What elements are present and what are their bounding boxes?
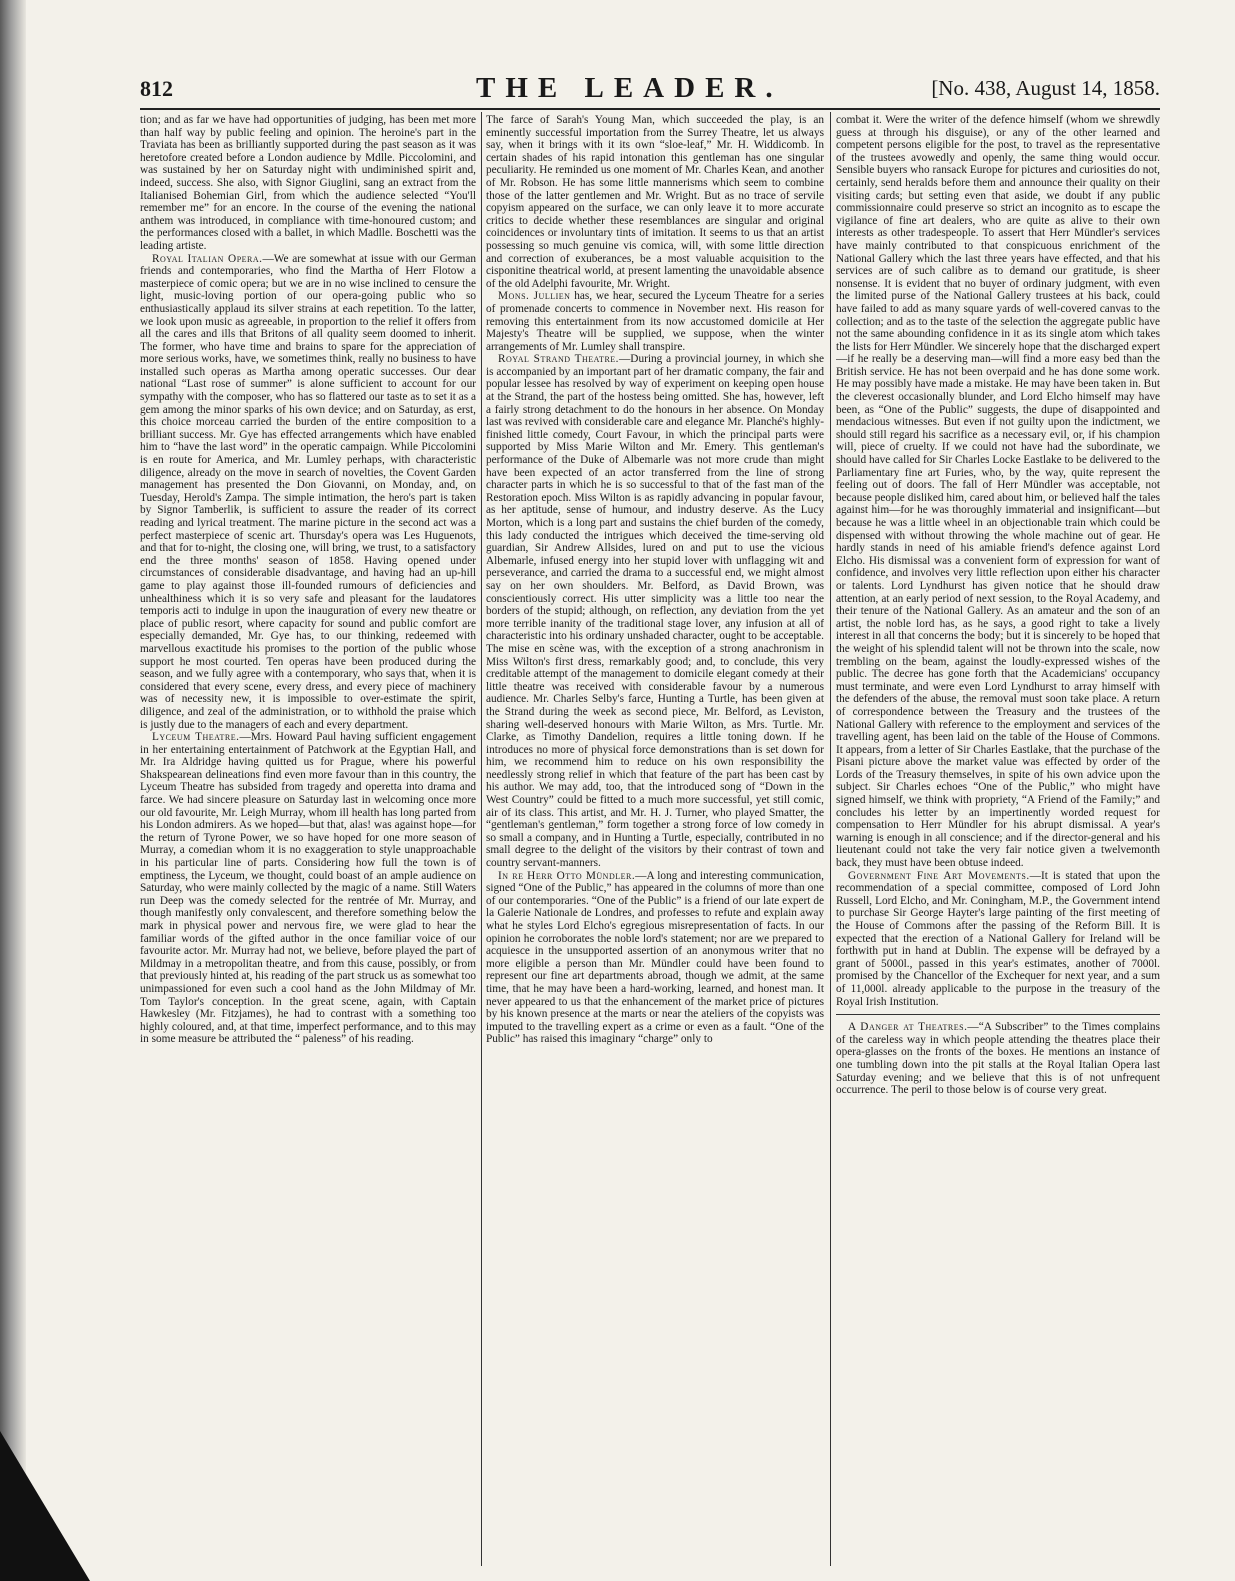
article-paragraph	[140, 114, 476, 253]
section-heading: In re Herr Otto Mündler.	[498, 869, 636, 882]
masthead-title: THE LEADER.	[476, 72, 783, 104]
article-paragraph	[140, 731, 476, 1046]
article-paragraph	[140, 253, 476, 732]
header-rule	[140, 108, 1160, 110]
paragraph-text: —“A Subscriber” to the Times complains of the careless way in which people attending the theatres place their opera-glasses on the fronts of the boxes. He mentions an instance of one tumbling down into the pit stalls at the Royal Italian Opera last Saturday evening; and we believe that this is of not unfrequent occurrence. The peril to those below is of course very great.	[836, 1021, 1160, 1097]
page-corner-shadow	[0, 1431, 90, 1581]
column-divider	[481, 112, 482, 1566]
section-heading: A Danger at Theatres.	[848, 1021, 968, 1034]
paragraph-text: The farce of Sarah's Young Man, which succeeded the play, is an eminently successful importation from the Surrey Theatre, let us always say, when it brings with it its own “sloe-leaf,” Mr. H. Widdicomb. In certain shades of his rapid intonation this gentleman has one singular peculiarity. He reminded us one moment of Mr. Charles Kean, and another of Mr. Robson. He has some little mannerisms which seem to combine those of the latter gentlemen and Mr. Wright. But as no trace of servile copyism appeared on the surface, we can only leave it to more accurate critics to decide whether these resemblances are singular and original coincidences or involuntary tints of imitation. It seems to us that an artist possessing so much genuine vis comica, will, with some little direction and correction of exuberances, be a most valuable acquisition to the cisponitine theatrical world, at present lamenting the unavoidable absence of the old Adelphi favourite, Mr. Wright.	[486, 114, 824, 290]
section-heading: Government Fine Art Movements.	[848, 869, 1030, 882]
column-2	[486, 114, 824, 1562]
section-rule	[836, 1014, 1160, 1015]
article-paragraph	[836, 114, 1160, 870]
article-paragraph	[836, 1021, 1160, 1097]
page-number: 812	[140, 76, 173, 101]
article-paragraph	[486, 870, 824, 1046]
column-divider	[830, 112, 831, 1566]
section-heading: Royal Strand Theatre.	[498, 353, 619, 366]
section-heading: Mons. Jullien	[498, 290, 571, 303]
paragraph-text: —We are somewhat at issue with our German friends and contemporaries, who find the Martha of Herr Flotow a masterpiece of comic opera; but we are in no wise inclined to censure the light, music-loving portion of our opera-going public who so enthusiastically applaud its silver strains at each repetition. To the latter, we look upon music as agreeable, in proportion to the relief it offers from all the cares and ills that Britons of all quality seem doomed to inherit. The former, who have time and brains to spare for the appreciation of more serious works, have, we sometimes think, really no business to have installed such operas as Martha among operatic successes. Our dear national “Last rose of summer” is alone sufficient to account for our sympathy with the composer, who has so flattered our taste as to set it as a gem among the minor sparks of his own device; and on Saturday, as erst, this choice morceau carried the burden of the entire composition to a brilliant success. Mr. Gye has effected arrangements which have enabled him to “have the last word” in the operatic campaign. While Piccolomini is en route for America, and Mr. Lumley perhaps, with characteristic diligence, already on the move in search of novelties, the Covent Garden management has presented the Don Giovanni, on Monday, and, on Tuesday, Herold's Zampa. The simple intimation, the hero's part is taken by Signor Tamberlik, is sufficient to assure the reader of its correct reading and lyrical treatment. The marine picture in the second act was a perfect masterpiece of scenic art. Thursday's opera was Les Huguenots, and that for to-night, the closing one, will bring, we trust, to a satisfactory end the three months' season of 1858. Having opened under circumstances of considerable disadvantage, and having had an up-hill game to play against those ill-founded rumours of deficiencies and unhealthiness which it is so very safe and pleasant for the laudatores temporis acti to indulge in upon the inauguration of every new theatre or place of public resort, where capacity for sound and public comfort are especially demanded, Mr. Gye has, to our thinking, redeemed with marvellous exactitude his promises to the portion of the public whose support he most courted. Ten operas have been produced during the season, and we fully agree with a contemporary, who says that, when it is considered that every scene, every dress, and every piece of machinery was of necessity new, it is impossible to over-estimate the spirit, diligence, and zeal of the administration, or to withhold the praise which is justly due to the managers of each and every department.	[140, 252, 476, 731]
paragraph-text: combat it. Were the writer of the defence himself (whom we shrewdly guess at through his disguise), or any of the other learned and competent persons eligible for the post, to travel as the representative of the trustees avowedly and openly, the same thing would occur. Sensible buyers who ransack Europe for pictures and curiosities do not, certainly, send heralds before them and announce their quality on their visiting cards; but setting even that aside, we doubt if any public commissionnaire could preserve so strict an incognito as to escape the vigilance of fine art dealers, who are quite as alive to their own interests as other tradespeople. To assert that Herr Mündler's services have mainly contributed to that conspicuous enrichment of the National Gallery which the last three years have effected, and that his services are of such calibre as to demand our gratitude, is sheer nonsense. It is evident that no buyer of ordinary judgment, with even the limited purse of the National Gallery trustees at his back, could have failed to add as many square yards of well-covered canvas to the collection; and as to the taste of the selection the aggregate public have not the same abounding confidence in it as its single atom which takes the lists for Herr Mündler. We sincerely hope that the discharged expert—if he really be a deserving man—will find a more easy bed than the British service. He has not been overpaid and he has done some work. He may possibly have made a mistake. He may have been taken in. But the cleverest occasionally blunder, and Lord Elcho himself may have been, as “One of the Public” suggests, the dupe of disappointed and mendacious witnesses. But even if not guilty upon the indictment, we should still regard his sacrifice as a necessary evil, or, if his champion will, piece of cruelty. If we could not have had the subordinate, we should have called for Sir Charles Locke Eastlake to be delivered to the Parliamentary fine art Furies, who, by the way, quite represent the feeling out of doors. The fall of Herr Mündler was acceptable, not because people disliked him, cared about him, or believed half the tales against him—for he was thoroughly immaterial and insignificant—but because he was a little wheel in an objectionable train which could be dispensed with without throwing the whole machine out of gear. He hardly stands in need of his amiable friend's defence against Lord Elcho. His dismissal was a convenient form of expression for want of confidence, and involves very little reflection upon either his character or talents. Lord Lyndhurst has given notice that he should draw attention, at an early period of next session, to the Royal Academy, and their tenure of the National Gallery. As an amateur and the son of an artist, the noble lord has, as he says, a good right to take a lively interest in all that concerns the body; but it is sincerely to be hoped that the weight of his splendid talent will not be thrown into the scale, now trembling on the beam, against the loudly-expressed wishes of the public. The decree has gone forth that the Academicians' occupancy must terminate, and were even Lord Lyndhurst to array himself with the defenders of the abuse, the removal must soon take place. A return of correspondence between the Treasury and the trustees of the National Gallery with reference to the employment and services of the travelling agent, has been laid on the table of the House of Commons. It appears, from a letter of Sir Charles Eastlake, that the purchase of the Pisani picture above the market value was effected by order of the Lords of the Treasury themselves, in spite of his own advice upon the subject. Sir Charles echoes “One of the Public,” who might have signed himself, we think with propriety, “A Friend of the Family;” and concludes his letter by an impertinently worded request for compensation to Herr Mündler for his abrupt dismissal. A year's warning is enough in all conscience; and if the director-general and his lieutenant could not take the very fair notice given a twelvemonth back, they must have been obtuse indeed.	[836, 114, 1160, 870]
paragraph-text: —Mrs. Howard Paul having sufficient engagement in her entertaining entertainment of Patchwork at the Egyptian Hall, and Mr. Ira Aldridge having quitted us for Prague, where his powerful Shakspearean delineations find even more favour than in this country, the Lyceum Theatre has subsided from tragedy and operetta into drama and farce. We had sincere pleasure on Saturday last in welcoming once more our old favourite, Mr. Leigh Murray, whom ill health has long parted from his London admirers. As we hoped—but that, alas! was against hope—for the return of Tyrone Power, we so have hoped for one more season of Murray, a comedian whom it is no exaggeration to style unapproachable in his particular line of parts. Considering how full the town is of emptiness, the Lyceum, we thought, could boast of an ample audience on Saturday, who were mainly collected by the magic of a name. Still Waters run Deep was the comedy selected for the rentrée of Mr. Murray, and though manifestly only convalescent, and therefore something below the mark in physical power and nervous fire, we were glad to hear the familiar words of the gifted author in the once familiar voice of our favourite actor. Mr. Murray had not, we believe, before played the part of Mildmay in a metropolitan theatre, and from this cause, possibly, or from that previously hinted at, his reading of the part struck us as somewhat too unimpassioned for even such a cool hand as the John Mildmay of Mr. Tom Taylor's conception. In the great scene, again, with Captain Hawkesley (Mr. Fitzjames), he had to contrast with a something too highly coloured, and, at that time, imperfect performance, and to this may in some measure be attributed the “ paleness” of his reading.	[140, 731, 476, 1046]
binding-shadow	[0, 0, 26, 1581]
section-heading: Royal Italian Opera.	[152, 252, 263, 265]
section-heading: Lyceum Theatre.	[152, 731, 240, 744]
article-paragraph	[836, 870, 1160, 1009]
paragraph-text: has, we hear, secured the Lyceum Theatre for a series of promenade concerts to commence in November next. His reason for removing this entertainment from its now accustomed domicile at Her Majesty's Theatre will be supplied, we suppose, when the winter arrangements of Mr. Lumley shall transpire.	[486, 290, 824, 353]
paragraph-text: tion; and as far we have had opportunities of judging, has been met more than half way by public feeling and opinion. The heroine's part in the Traviata has been as brilliantly supported during the past season as it was heretofore created before a London audience by Mdlle. Piccolomini, and was sustained by her on Saturday night with undiminished spirit and, indeed, success. She also, with Signor Giuglini, sang an extract from the Italianised Bohemian Girl, from which the audience selected “You'll remember me” for an encore. In the course of the evening the national anthem was introduced, in compliance with time-honoured custom; and the performances closed with a ballet, in which Madlle. Boschetti was the leading artiste.	[140, 114, 476, 252]
article-paragraph	[486, 353, 824, 869]
column-3	[836, 114, 1160, 1562]
paragraph-text: —It is stated that upon the recommendation of a special committee, composed of Lord John Russell, Lord Elcho, and Mr. Coningham, M.P., the Government intend to purchase Sir George Hayter's large painting of the first meeting of the House of Commons after the passing of the Reform Bill. It is expected that the erection of a National Gallery for Ireland will be forthwith put in hand at Dublin. The expense will be defrayed by a grant of 5000l., passed in this year's estimates, another of 7000l. promised by the Chancellor of the Exchequer for next year, and a sum of 11,000l. already applicable to the purpose in the treasury of the Royal Irish Institution.	[836, 869, 1160, 1008]
paragraph-text: —During a provincial journey, in which she is accompanied by an important part of her dramatic company, the fair and popular lessee has resolved by way of experiment on keeping open house at the Strand, the part of the hostess being omitted. She has, however, left a fairly strong detachment to do the honours in her absence. On Monday last was revived with considerable care and elegance Mr. Planché's highly-finished little comedy, Court Favour, in which the principal parts were supported by Miss Marie Wilton and Mr. Emery. This gentleman's performance of the Duke of Albemarle was not more crude than might have been expected of an actor transferred from the line of strong character parts in which he is so successful to that of the fast man of the Restoration epoch. Miss Wilton is as rapidly advancing in popular favour, as her aptitude, sense of humour, and industry deserve. As the Lucy Morton, which is a long part and sustains the chief burden of the comedy, this lady conducted the intrigues which deceived the time-serving old guardian, Sir Andrew Allsides, lured on and put to use the vicious Albemarle, infused energy into her stupid lover with unflagging wit and perseverance, and carried the drama to a successful end, we might almost say on her own shoulders. Mr. Belford, as David Brown, was conscientiously correct. His utter simplicity was a little too near the borders of the stupid; although, on reflection, any deviation from the yet more terrible inanity of the traditional stage lover, any infusion at all of characteristic into his ordinary unshaded character, ought to be acceptable. The mise en scène was, with the exception of a strong anachronism in Miss Wilton's first dress, remarkably good; and, to conclude, this very creditable attempt of the management to domicile elegant comedy at their little theatre was received with considerable favour by a numerous audience. Mr. Charles Selby's farce, Hunting a Turtle, has been given at the Strand during the week as second piece, Mr. Belford, as Leviston, sharing well-deserved honours with Marie Wilton, as Mrs. Turtle. Mr. Clarke, as Timothy Dandelion, requires a little toning down. If he introduces no more of physical force demonstrations than is set down for him, we recommend him to reduce on his own responsibility the needlessly strong relief in which that feature of the part has been cast by his author. We may add, too, that the introduced song of “Down in the West Country” could be fitted to a much more successful, yet still comic, air of its class. This artist, and Mr. H. J. Turner, who played Smatter, the “gentleman's gentleman,” form together a strong force of low comedy in so small a company, and in Hunting a Turtle, especially, contributed in no small degree to the delight of the visitors by their contrast of town and country servant-manners.	[486, 353, 824, 870]
article-paragraph	[486, 114, 824, 290]
column-1	[140, 114, 476, 1562]
issue-info: [No. 438, August 14, 1858.	[931, 76, 1160, 100]
page-header	[140, 72, 1160, 106]
article-paragraph	[486, 290, 824, 353]
paragraph-text: —A long and interesting communication, signed “One of the Public,” has appeared in the columns of more than one of our contemporaries. “One of the Public” is a friend of our late expert de la Galerie Nationale de Londres, and professes to refute and explain away what he styles Lord Elcho's egregious misrepresentation of facts. In our opinion he corroborates the noble lord's statement; nor are we prepared to acquiesce in the unsupported assertion of an anonymous writer that no more eligible a person than Mr. Mündler could have been found to represent our fine art departments abroad, though we admit, at the same time, that he may have been a hard-working, learned, and honest man. It never appeared to us that the enhancement of the market price of pictures by his known presence at the marts or near the ateliers of the copyists was imputed to the travelling expert as a crime or even as a fault. “One of the Public” has raised this imaginary “charge” only to	[486, 869, 824, 1046]
